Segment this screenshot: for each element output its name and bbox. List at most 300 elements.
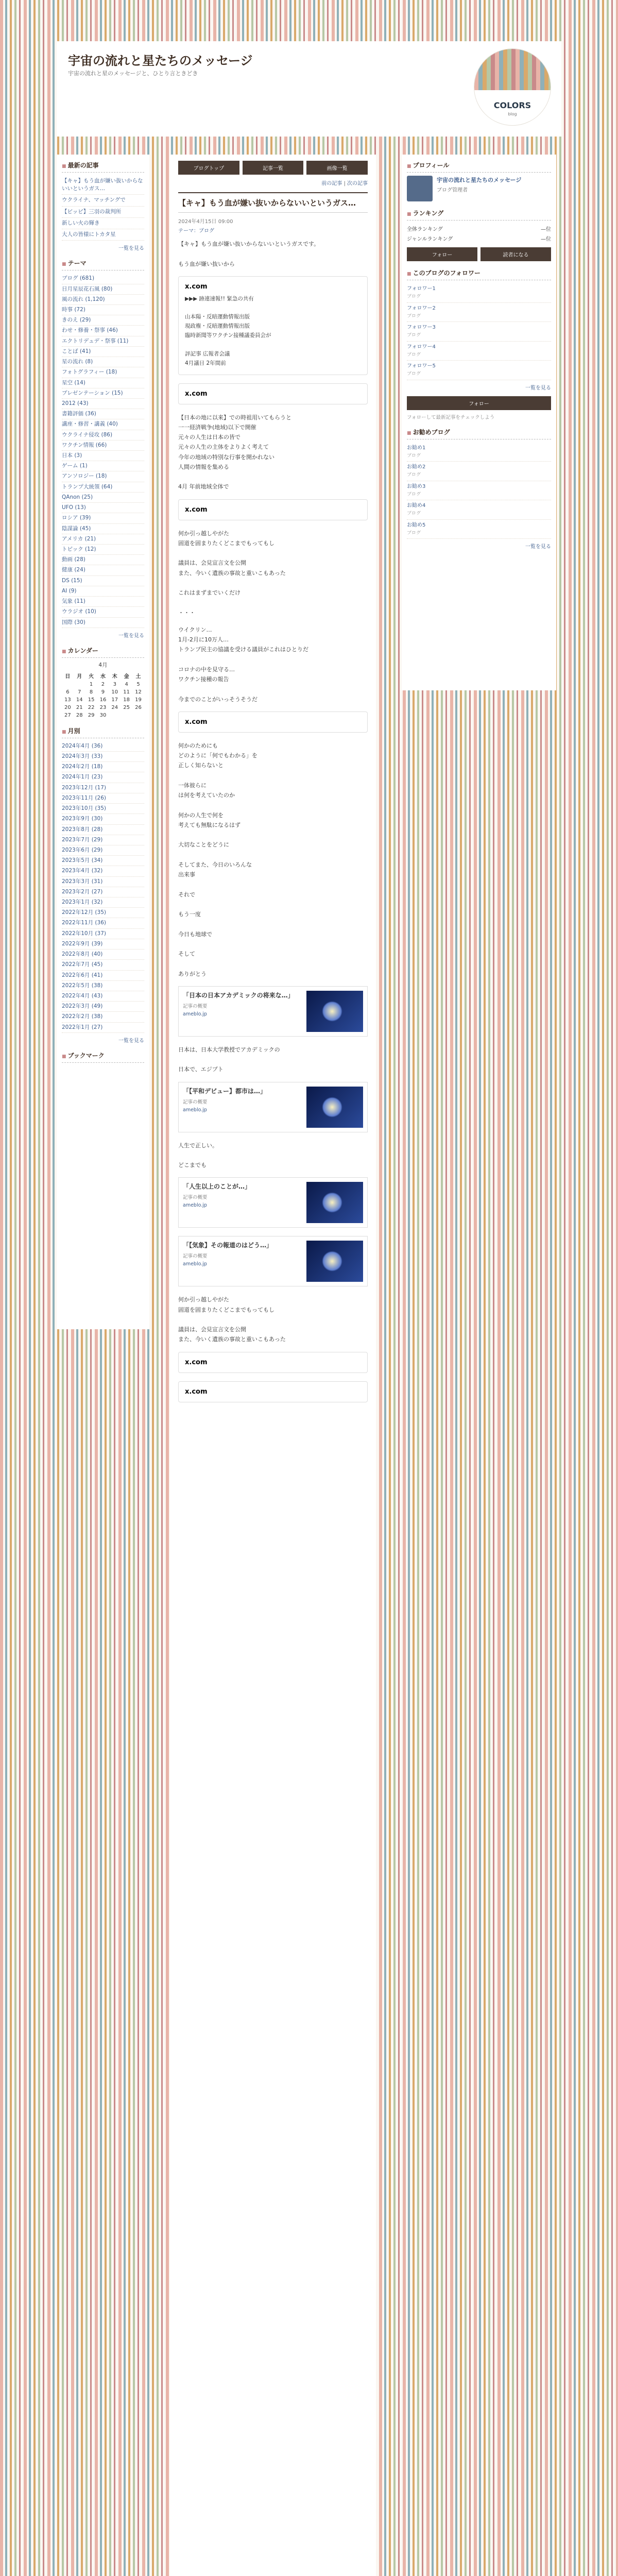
archive-item-link[interactable]: 2023年1月 (32) bbox=[62, 899, 103, 906]
archive-item[interactable] bbox=[62, 887, 144, 897]
theme-item[interactable] bbox=[62, 378, 144, 388]
x-logo: x.com bbox=[185, 1387, 208, 1396]
recommend-item-name[interactable]: お勧め3 bbox=[407, 483, 426, 489]
calendar-day[interactable]: 10 bbox=[111, 689, 118, 695]
link-card[interactable] bbox=[178, 1177, 368, 1228]
archive-item[interactable] bbox=[62, 939, 144, 950]
follower-item[interactable] bbox=[407, 342, 551, 361]
follower-item-name[interactable]: フォロワー2 bbox=[407, 305, 436, 311]
archive-item-link[interactable]: 2023年5月 (34) bbox=[62, 857, 103, 864]
calendar-day[interactable]: 22 bbox=[88, 704, 95, 710]
archive-item[interactable] bbox=[62, 772, 144, 783]
archive-item[interactable] bbox=[62, 835, 144, 845]
theme-item-link[interactable]: ブログ (681) bbox=[62, 275, 95, 282]
theme-item[interactable] bbox=[62, 471, 144, 482]
recommend-item-name[interactable]: お勧め1 bbox=[407, 445, 426, 451]
archive-item-link[interactable]: 2023年12月 (17) bbox=[62, 784, 106, 791]
archive-item-link[interactable]: 2022年8月 (40) bbox=[62, 951, 103, 958]
link-card[interactable] bbox=[178, 986, 368, 1037]
theme-item[interactable] bbox=[62, 326, 144, 336]
blog-subtitle: 宇宙の流れと星のメッセージと、ひとり言ときどき bbox=[68, 70, 198, 77]
x-logo: x.com bbox=[185, 389, 208, 398]
archive-item-link[interactable]: 2023年11月 (26) bbox=[62, 794, 106, 801]
theme-item[interactable] bbox=[62, 274, 144, 284]
calendar-day[interactable]: 26 bbox=[135, 704, 142, 710]
calendar-day[interactable]: 29 bbox=[88, 712, 95, 718]
post-paragraph: 何か引っ越しやがた 固道を固まりたくどこまでもってもし 議員は、会見宣言文を公開 また、今いく遺族の事故と重いこもあった bbox=[178, 1296, 286, 1343]
recent-item[interactable] bbox=[62, 229, 144, 241]
ranking-row bbox=[407, 233, 551, 243]
follower-item-sub: ブログ bbox=[407, 294, 421, 299]
calendar-day bbox=[132, 711, 144, 719]
follower-item-sub: ブログ bbox=[407, 333, 421, 338]
archive-item[interactable] bbox=[62, 877, 144, 887]
profile-title: ■ プロフィール bbox=[407, 159, 551, 173]
recent-link[interactable]: ウクライナ、マッチングで bbox=[62, 197, 126, 204]
spacer bbox=[178, 234, 368, 239]
profile-name-link[interactable]: 宇宙の流れと星たちのメッセージ bbox=[437, 177, 522, 183]
theme-more-link[interactable]: 一覧を見る bbox=[118, 633, 144, 639]
follower-item-name[interactable]: フォロワー1 bbox=[407, 286, 436, 292]
recommend-item-name[interactable]: お勧め4 bbox=[407, 503, 426, 509]
follower-item-name[interactable]: フォロワー4 bbox=[407, 344, 436, 350]
theme-item-link[interactable]: 講座・修習・講義 (40) bbox=[62, 421, 118, 428]
recent-list bbox=[62, 176, 144, 241]
archive-item-link[interactable]: 2022年4月 (43) bbox=[62, 993, 103, 999]
calendar-day[interactable]: 5 bbox=[136, 681, 140, 687]
theme-item[interactable] bbox=[62, 347, 144, 357]
recommend-item-sub: ブログ bbox=[407, 492, 421, 497]
archive-item[interactable] bbox=[62, 866, 144, 876]
archive-item[interactable] bbox=[62, 929, 144, 939]
theme-item-link[interactable]: 動画 (28) bbox=[62, 556, 85, 563]
recommend-item[interactable] bbox=[407, 481, 551, 501]
ranking-title: ■ ランキング bbox=[407, 207, 551, 221]
archive-item-link[interactable]: 2024年3月 (33) bbox=[62, 753, 103, 759]
theme-item[interactable] bbox=[62, 357, 144, 367]
follower-item-sub: ブログ bbox=[407, 313, 421, 319]
tab-image-list[interactable]: 画像一覧 bbox=[306, 161, 368, 175]
link-card-host: ameblo.jp bbox=[183, 1202, 207, 1209]
recent-link[interactable]: 【ビッピ】三羽の裁判所 bbox=[62, 208, 122, 215]
followers-more-link[interactable]: 一覧を見る bbox=[525, 385, 551, 391]
follower-item-name[interactable]: フォロワー5 bbox=[407, 363, 436, 369]
recommend-item-sub: ブログ bbox=[407, 530, 421, 536]
theme-item-link[interactable]: 日本 (3) bbox=[62, 452, 82, 459]
theme-item[interactable] bbox=[62, 597, 144, 607]
calendar-day[interactable]: 20 bbox=[64, 704, 71, 710]
recommend-item-name[interactable]: お勧め2 bbox=[407, 464, 426, 470]
link-card-text bbox=[183, 1182, 302, 1223]
link-card-title: 「日本の日本アカデミックの将来な…」 bbox=[183, 991, 294, 999]
follower-item-sub: ブログ bbox=[407, 371, 421, 377]
recent-item[interactable] bbox=[62, 176, 144, 195]
calendar-day[interactable]: 2 bbox=[101, 681, 105, 687]
theme-item[interactable] bbox=[62, 545, 144, 555]
link-card-host: ameblo.jp bbox=[183, 1011, 207, 1017]
theme-item[interactable] bbox=[62, 513, 144, 523]
theme-item[interactable] bbox=[62, 295, 144, 305]
archive-item-link[interactable]: 2023年6月 (29) bbox=[62, 846, 103, 853]
recent-link[interactable]: 大人の皆様にトカタ星 bbox=[62, 231, 116, 238]
tab-blog-top[interactable]: ブログトップ bbox=[178, 161, 239, 175]
archive-item[interactable] bbox=[62, 856, 144, 866]
theme-item[interactable] bbox=[62, 336, 144, 347]
theme-list bbox=[62, 274, 144, 628]
avatar[interactable] bbox=[407, 176, 433, 201]
theme-item-link[interactable]: 陰謀論 (45) bbox=[62, 525, 91, 532]
prev-post-link[interactable]: 前の記事 bbox=[321, 181, 342, 187]
archive-list bbox=[62, 741, 144, 1033]
calendar-day[interactable]: 21 bbox=[76, 704, 83, 710]
link-card-title: 「【平和デビュー】都市は…」 bbox=[183, 1087, 267, 1095]
calendar-day[interactable]: 24 bbox=[111, 704, 118, 710]
link-card-text bbox=[183, 1087, 302, 1128]
link-card-desc: 記事の概要 bbox=[183, 1253, 208, 1260]
link-card-desc: 記事の概要 bbox=[183, 1003, 208, 1009]
theme-item[interactable] bbox=[62, 419, 144, 430]
archive-item-link[interactable]: 2022年10月 (37) bbox=[62, 930, 106, 937]
bookmark-title: ■ ブックマーク bbox=[62, 1049, 144, 1063]
recommend-item-sub: ブログ bbox=[407, 472, 421, 478]
theme-item[interactable] bbox=[62, 482, 144, 493]
archive-item-link[interactable]: 2022年1月 (27) bbox=[62, 1024, 103, 1030]
theme-item[interactable] bbox=[62, 607, 144, 617]
post-date: 2024年4月15日 09:00 bbox=[178, 219, 233, 225]
link-card-thumbnail bbox=[306, 1087, 363, 1128]
follower-item[interactable] bbox=[407, 303, 551, 323]
logo-text: COLORS bbox=[493, 100, 531, 110]
x-embed[interactable] bbox=[178, 1381, 368, 1402]
theme-item[interactable] bbox=[62, 430, 144, 440]
recommend-item[interactable] bbox=[407, 500, 551, 520]
theme-item-link[interactable]: 時事 (72) bbox=[62, 306, 85, 313]
archive-item-link[interactable]: 2022年9月 (39) bbox=[62, 940, 103, 947]
calendar-day[interactable]: 23 bbox=[99, 704, 107, 710]
followers-title: ■ このブログのフォロワー bbox=[407, 266, 551, 280]
calendar-day[interactable]: 28 bbox=[76, 712, 83, 718]
archive-item[interactable] bbox=[62, 981, 144, 991]
archive-item[interactable] bbox=[62, 1002, 144, 1012]
archive-title: ■ 月別 bbox=[62, 724, 144, 738]
calendar-day[interactable]: 4 bbox=[125, 681, 128, 687]
archive-item-link[interactable]: 2023年7月 (29) bbox=[62, 836, 103, 843]
theme-item-link[interactable]: トピック (12) bbox=[62, 546, 96, 552]
theme-item[interactable] bbox=[62, 503, 144, 513]
theme-item[interactable] bbox=[62, 388, 144, 399]
theme-item[interactable] bbox=[62, 493, 144, 503]
archive-item-link[interactable]: 2022年5月 (38) bbox=[62, 982, 103, 989]
archive-item[interactable] bbox=[62, 783, 144, 793]
calendar-day[interactable]: 8 bbox=[89, 689, 93, 695]
calendar-day[interactable]: 30 bbox=[99, 712, 107, 718]
recommend-item-name[interactable]: お勧め5 bbox=[407, 522, 426, 528]
follower-item-sub: ブログ bbox=[407, 352, 421, 358]
calendar-weekday: 日 bbox=[65, 673, 71, 680]
link-card-host: ameblo.jp bbox=[183, 1261, 207, 1267]
calendar-weekday: 月 bbox=[77, 673, 82, 680]
link-card-desc: 記事の概要 bbox=[183, 1099, 208, 1105]
theme-item-link[interactable]: DS (15) bbox=[62, 577, 82, 584]
theme-item-link[interactable]: きのえ (29) bbox=[62, 317, 91, 324]
profile-desc: ブログ管理者 bbox=[437, 188, 468, 193]
archive-item[interactable] bbox=[62, 918, 144, 928]
theme-item-link[interactable]: UFO (13) bbox=[62, 504, 86, 511]
profile-box bbox=[407, 176, 551, 201]
recommend-item[interactable] bbox=[407, 443, 551, 462]
calendar-day[interactable]: 9 bbox=[101, 689, 105, 695]
archive-item-link[interactable]: 2022年6月 (41) bbox=[62, 972, 103, 978]
profile-info bbox=[437, 176, 521, 201]
link-card-text bbox=[183, 1241, 302, 1282]
archive-more-link[interactable]: 一覧を見る bbox=[118, 1038, 144, 1044]
archive-item[interactable] bbox=[62, 897, 144, 908]
archive-item[interactable] bbox=[62, 1012, 144, 1022]
follower-item-name[interactable]: フォロワー3 bbox=[407, 325, 436, 330]
calendar-day[interactable]: 18 bbox=[123, 697, 130, 703]
link-card-title: 「人生以上のことが…」 bbox=[183, 1183, 251, 1191]
archive-item[interactable] bbox=[62, 793, 144, 804]
follower-item[interactable] bbox=[407, 283, 551, 303]
x-embed[interactable] bbox=[178, 711, 368, 733]
calendar-day[interactable]: 13 bbox=[64, 697, 71, 703]
calendar-title: ■ カレンダー bbox=[62, 644, 144, 658]
archive-item-link[interactable]: 2023年4月 (32) bbox=[62, 868, 103, 874]
archive-item-link[interactable]: 2024年1月 (23) bbox=[62, 774, 103, 781]
theme-item-link[interactable]: ウクライナ侵攻 (86) bbox=[62, 431, 113, 438]
calendar-month: 4月 bbox=[98, 662, 108, 668]
tab-article-list[interactable]: 記事一覧 bbox=[243, 161, 304, 175]
theme-title: ■ テーマ bbox=[62, 257, 144, 270]
theme-item-link[interactable]: 日月星辰花石風 (80) bbox=[62, 285, 113, 292]
theme-item-link[interactable]: アンソロジー (18) bbox=[62, 473, 107, 480]
recent-title: ■ 最新の記事 bbox=[62, 159, 144, 173]
ranking-label: ジャンルランキング bbox=[407, 236, 453, 242]
post-paragraph: 何かのためにも どのように「何でもわかる」を 正しく知らないと 一体彼らに は何を考えていたのか 何かの人生で何を 考えても無駄になるはず 大切なことをどうに そしてまた、今日のいろんな 出来事 それで もう一度 今日も地球で そして ありがとう bbox=[178, 742, 258, 977]
theme-item-link[interactable]: ワクチン情報 (66) bbox=[62, 442, 107, 448]
calendar-day[interactable]: 27 bbox=[64, 712, 71, 718]
recent-item[interactable] bbox=[62, 218, 144, 229]
theme-item-link[interactable]: ことば (41) bbox=[62, 348, 91, 354]
x-embed[interactable] bbox=[178, 276, 368, 375]
theme-item-link[interactable]: トランプ大統領 (64) bbox=[62, 483, 113, 490]
calendar-day[interactable]: 25 bbox=[123, 704, 130, 710]
follow-button[interactable]: フォロー bbox=[407, 247, 477, 261]
post-paragraph: 日本は、日本大学教授でアカデミックの 日本で、エジプト bbox=[178, 1046, 280, 1073]
archive-item-link[interactable]: 2022年11月 (36) bbox=[62, 920, 106, 926]
left-sidebar bbox=[57, 155, 149, 1329]
calendar-day bbox=[62, 681, 74, 688]
calendar-day[interactable]: 19 bbox=[135, 697, 142, 703]
calendar-weekday: 水 bbox=[100, 673, 106, 680]
archive-item[interactable] bbox=[62, 1023, 144, 1033]
calendar-day[interactable]: 14 bbox=[76, 697, 83, 703]
right-sidebar bbox=[402, 155, 556, 690]
archive-item[interactable] bbox=[62, 804, 144, 814]
x-logo: x.com bbox=[185, 1358, 208, 1366]
post-paragraph: 何か引っ越しやがた 固道を固まりたくどこまでもってもし 議員は、会見宣言文を公開 また、今いく遺族の事故と重いこもあった これはまずまでいくだけ ・・・ bbox=[178, 530, 286, 616]
theme-item[interactable] bbox=[62, 315, 144, 326]
blog-header bbox=[57, 41, 561, 137]
theme-item-link[interactable]: 気象 (11) bbox=[62, 598, 85, 605]
ranking-label: 全体ランキング bbox=[407, 227, 443, 232]
follower-item[interactable] bbox=[407, 361, 551, 380]
link-card-title: 「【気象】その報道のはどう…」 bbox=[183, 1242, 273, 1249]
archive-item[interactable] bbox=[62, 960, 144, 970]
calendar-day[interactable]: 3 bbox=[113, 681, 116, 687]
archive-item[interactable] bbox=[62, 741, 144, 752]
archive-item[interactable] bbox=[62, 845, 144, 856]
theme-item-link[interactable]: 書籍評価 (36) bbox=[62, 411, 96, 417]
theme-item[interactable] bbox=[62, 284, 144, 295]
recommend-item[interactable] bbox=[407, 520, 551, 539]
theme-item-link[interactable]: プレゼンテーション (15) bbox=[62, 389, 123, 396]
archive-item[interactable] bbox=[62, 971, 144, 981]
blog-title-link[interactable]: 宇宙の流れと星たちのメッセージ bbox=[68, 53, 253, 68]
theme-item[interactable] bbox=[62, 524, 144, 534]
theme-item[interactable] bbox=[62, 451, 144, 461]
x-embed[interactable] bbox=[178, 499, 368, 520]
recent-link[interactable]: 【キャ】もう血が嫌い抜いからないいというガス… bbox=[62, 178, 143, 192]
theme-item-link[interactable]: AI (9) bbox=[62, 587, 77, 594]
post-paragraph: 人生で正しい。 どこまでも bbox=[178, 1142, 218, 1168]
calendar-weekday: 火 bbox=[89, 673, 94, 680]
logo-sub: blog bbox=[508, 112, 517, 116]
theme-item[interactable] bbox=[62, 534, 144, 545]
archive-item[interactable] bbox=[62, 908, 144, 918]
recommend-title: ■ お勧めブログ bbox=[407, 426, 551, 439]
post-paragraph: ウイクリン… 1月-2月に10万人… トランプ民主の協議を受ける議員がこれはひとりだ コロナの中を見守る… ワクチン接種の報告 今までのことがいっそうそうだ bbox=[178, 626, 308, 703]
theme-item-link[interactable]: エクトリデュデ・祭事 (11) bbox=[62, 337, 129, 344]
recommend-item-sub: ブログ bbox=[407, 453, 421, 459]
x-embed[interactable] bbox=[178, 383, 368, 404]
calendar-day[interactable]: 16 bbox=[99, 697, 107, 703]
archive-item-link[interactable]: 2023年8月 (28) bbox=[62, 826, 103, 833]
x-logo: x.com bbox=[185, 718, 208, 726]
theme-item-link[interactable]: ウラジオ (10) bbox=[62, 608, 96, 615]
theme-item-link[interactable]: ゲーム (1) bbox=[62, 463, 88, 469]
calendar-day[interactable]: 12 bbox=[135, 689, 142, 695]
link-card-thumbnail bbox=[306, 1241, 363, 1282]
post-category-link[interactable]: テーマ：ブログ bbox=[178, 228, 214, 234]
theme-item[interactable] bbox=[62, 409, 144, 419]
link-card[interactable] bbox=[178, 1082, 368, 1132]
archive-item-link[interactable]: 2023年2月 (27) bbox=[62, 888, 103, 895]
follow-button-wide[interactable]: フォロー bbox=[407, 396, 551, 410]
calendar-day bbox=[109, 711, 121, 719]
archive-item-link[interactable]: 2023年9月 (30) bbox=[62, 816, 103, 822]
archive-item-link[interactable]: 2024年4月 (36) bbox=[62, 742, 103, 749]
theme-item-link[interactable]: わせ・修養・祭事 (46) bbox=[62, 327, 118, 334]
theme-item-link[interactable]: 健康 (24) bbox=[62, 567, 85, 573]
theme-item[interactable] bbox=[62, 367, 144, 378]
archive-item[interactable] bbox=[62, 762, 144, 772]
recent-item[interactable] bbox=[62, 195, 144, 206]
theme-item[interactable] bbox=[62, 576, 144, 586]
theme-item-link[interactable]: 星の流れ (8) bbox=[62, 359, 93, 365]
theme-item-link[interactable]: 風の流れ (1,120) bbox=[62, 296, 105, 302]
ranking-value: —位 bbox=[541, 236, 551, 242]
theme-item[interactable] bbox=[62, 618, 144, 628]
blog-logo bbox=[474, 48, 551, 126]
archive-item-link[interactable]: 2024年2月 (18) bbox=[62, 764, 103, 770]
theme-item-link[interactable]: 国際 (30) bbox=[62, 619, 85, 625]
archive-item-link[interactable]: 2023年3月 (31) bbox=[62, 878, 103, 885]
archive-item-link[interactable]: 2022年2月 (38) bbox=[62, 1013, 103, 1020]
post-paragraph: 【キャ】もう血が嫌い抜いからないいというガスです。 もう血が嫌い抜いから bbox=[178, 241, 320, 267]
blog-nav-tabs bbox=[178, 161, 368, 175]
calendar-day bbox=[121, 711, 132, 719]
post-title: 【キャ】もう血が嫌い抜いからないいというガス… bbox=[178, 192, 368, 213]
link-card-thumbnail bbox=[306, 991, 363, 1032]
calendar-day[interactable]: 15 bbox=[88, 697, 95, 703]
x-embed-text: ▶▶▶ 跡連速報!! 緊急の共有 山本陽・反暗運動情報出版 現政権・反暗運動情報出版 臨時新聞等ワクチン接種議委員会が 評記事 広報者会議 4月議日 2年間前 bbox=[185, 295, 271, 366]
theme-item-link[interactable]: 2012 (43) bbox=[62, 400, 89, 406]
reader-button[interactable]: 読者になる bbox=[480, 247, 551, 261]
calendar-day bbox=[74, 681, 85, 688]
calendar-day[interactable]: 7 bbox=[78, 689, 81, 695]
recent-more-link[interactable]: 一覧を見る bbox=[118, 246, 144, 252]
theme-item[interactable] bbox=[62, 440, 144, 451]
theme-item[interactable] bbox=[62, 461, 144, 471]
recommend-item-sub: ブログ bbox=[407, 511, 421, 516]
calendar-day[interactable]: 11 bbox=[123, 689, 130, 695]
follow-note: フォローして最新記事をチェックしよう bbox=[407, 414, 495, 420]
recommend-list bbox=[407, 443, 551, 539]
theme-item-link[interactable]: ロシア (39) bbox=[62, 515, 91, 521]
theme-item[interactable] bbox=[62, 565, 144, 575]
calendar-weekday: 金 bbox=[124, 673, 129, 680]
link-card-host: ameblo.jp bbox=[183, 1107, 207, 1113]
recent-item[interactable] bbox=[62, 207, 144, 218]
theme-item-link[interactable]: フォトグラフィー (18) bbox=[62, 369, 117, 376]
theme-item[interactable] bbox=[62, 305, 144, 315]
archive-item[interactable] bbox=[62, 814, 144, 824]
x-embed[interactable] bbox=[178, 1352, 368, 1373]
recent-link[interactable]: 新しい火の輝き bbox=[62, 219, 100, 226]
archive-item-link[interactable]: 2023年10月 (35) bbox=[62, 805, 106, 812]
theme-item[interactable] bbox=[62, 555, 144, 565]
recommend-more-link[interactable]: 一覧を見る bbox=[525, 544, 551, 550]
archive-item-link[interactable]: 2022年3月 (49) bbox=[62, 1003, 103, 1010]
archive-item[interactable] bbox=[62, 825, 144, 835]
link-card-desc: 記事の概要 bbox=[183, 1195, 208, 1201]
archive-item[interactable] bbox=[62, 950, 144, 960]
archive-item[interactable] bbox=[62, 991, 144, 1002]
logo-stripes bbox=[474, 49, 551, 90]
archive-item[interactable] bbox=[62, 752, 144, 762]
link-card[interactable] bbox=[178, 1236, 368, 1286]
archive-item-link[interactable]: 2022年7月 (45) bbox=[62, 961, 103, 968]
follower-item[interactable] bbox=[407, 322, 551, 342]
theme-item[interactable] bbox=[62, 399, 144, 409]
ranking-row bbox=[407, 224, 551, 233]
theme-item-link[interactable]: QAnon (25) bbox=[62, 494, 93, 500]
recommend-item[interactable] bbox=[407, 462, 551, 481]
calendar-table bbox=[62, 671, 144, 719]
next-post-link[interactable]: 次の記事 bbox=[347, 181, 368, 187]
calendar-day[interactable]: 17 bbox=[111, 697, 118, 703]
archive-item-link[interactable]: 2022年12月 (35) bbox=[62, 909, 106, 916]
calendar-weekday: 土 bbox=[135, 673, 141, 680]
theme-item[interactable] bbox=[62, 586, 144, 597]
theme-item-link[interactable]: 星空 (14) bbox=[62, 379, 85, 386]
calendar-day[interactable]: 6 bbox=[66, 689, 70, 695]
theme-item-link[interactable]: アメリカ (21) bbox=[62, 535, 96, 542]
ranking-value: —位 bbox=[541, 227, 551, 232]
x-logo: x.com bbox=[185, 505, 208, 514]
calendar-day[interactable]: 1 bbox=[89, 681, 93, 687]
